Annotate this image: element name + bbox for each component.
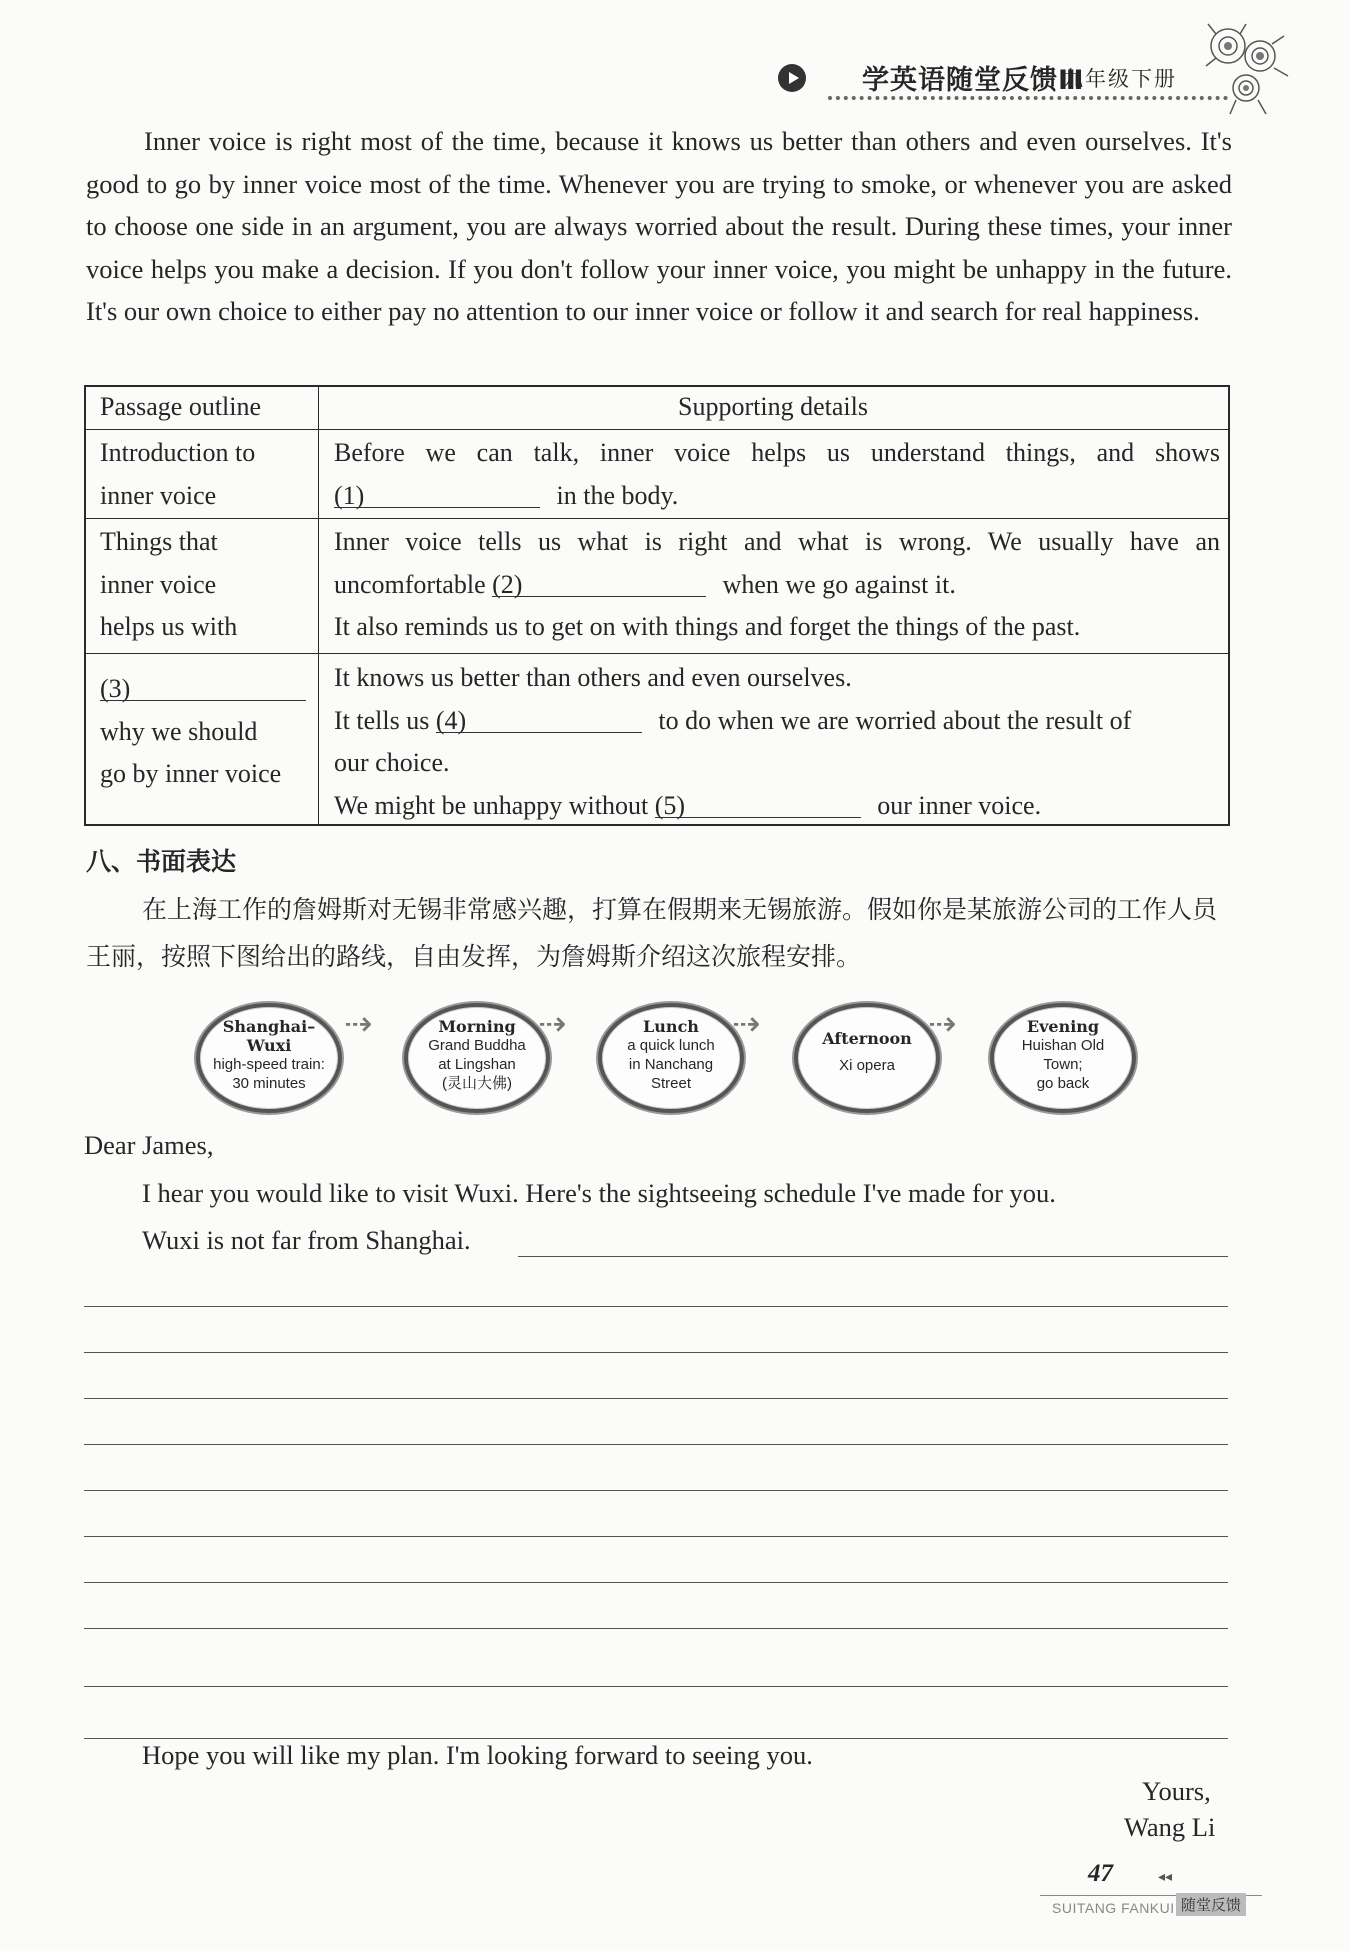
row2-outline: Things that inner voice helps us with <box>100 527 238 641</box>
answer-blank-5[interactable]: (5) <box>655 785 861 818</box>
answer-blank-2[interactable]: (2) <box>492 564 706 597</box>
answer-blank-4[interactable]: (4) <box>436 700 642 733</box>
table-row-divider <box>86 653 1228 654</box>
route-stop-lunch: Lunch a quick lunch in Nanchang Street <box>598 1003 744 1113</box>
answer-blank-3[interactable]: (3) <box>100 668 306 701</box>
letter-line: I hear you would like to visit Wuxi. Here's the sightseeing schedule I've made for you. <box>142 1178 1056 1208</box>
route-stop-morning: Morning Grand Buddha at Lingshan (灵山大佛) <box>404 1003 550 1113</box>
route-stop-evening: Evening Huishan Old Town; go back <box>990 1003 1136 1113</box>
row1-outline: Introduction to inner voice <box>100 438 256 510</box>
route-arrow-icon: ⇢ <box>538 1004 567 1044</box>
table-header-outline: Passage outline <box>100 392 262 421</box>
route-arrow-icon: ⇢ <box>344 1004 373 1044</box>
page-marks-icon: ◂◂ <box>1158 1869 1173 1885</box>
writing-line[interactable] <box>84 1536 1228 1537</box>
header-divider <box>828 96 1228 100</box>
outline-table <box>84 385 1230 826</box>
row3-outline: (3) why we should go by inner voice <box>100 668 306 796</box>
grade-label: 九年级下册 <box>1062 67 1177 91</box>
writing-prompt: 在上海工作的詹姆斯对无锡非常感兴趣，打算在假期来无锡旅游。假如你是某旅游公司的工作人员王丽，按照下图给出的路线，自由发挥，为詹姆斯介绍这次旅程安排。 <box>86 895 1218 971</box>
letter-line: Wuxi is not far from Shanghai. <box>142 1225 471 1255</box>
letter-valediction: Yours, <box>1142 1776 1211 1806</box>
row2-details: Inner voice tells us what is right and what is wrong. We usually have an uncomfortable (2) when we go against it. It also reminds us to get on with things and forget the things of the past. <box>334 527 1220 641</box>
writing-line[interactable] <box>518 1256 1228 1257</box>
writing-line[interactable] <box>84 1686 1228 1687</box>
letter-signature: Wang Li <box>1124 1812 1216 1842</box>
reading-passage: Inner voice is right most of the time, because it knows us better than others and even ourselves. It's good to go by inner voice most of the time. Whenever you are trying to smoke, or whenever you are asked to choose one side in an argument, you are always worried about the result. During these times, your inner voice helps you make a decision. If you don't follow your inner voice, you might be unhappy in the future. It's our own choice to either pay no attention to our inner voice or follow it and search for real happiness. <box>86 126 1232 326</box>
route-arrow-icon: ⇢ <box>732 1004 761 1044</box>
writing-line[interactable] <box>84 1306 1228 1307</box>
table-row-divider <box>86 429 1228 430</box>
letter-greeting: Dear James, <box>84 1130 214 1160</box>
letter-closing: Hope you will like my plan. I'm looking forward to seeing you. <box>142 1740 813 1770</box>
table-header-details: Supporting details <box>678 392 868 421</box>
writing-line[interactable] <box>84 1628 1228 1629</box>
writing-line[interactable] <box>84 1490 1228 1491</box>
footer-brand-en: SUITANG FANKUI <box>1052 1900 1175 1916</box>
writing-line[interactable] <box>84 1444 1228 1445</box>
answer-blank-1[interactable]: (1) <box>334 475 540 508</box>
route-stop-afternoon: Afternoon Xi opera <box>794 1003 940 1113</box>
book-title: 学英语随堂反馈Ⅲ <box>862 65 1085 96</box>
table-row-divider <box>86 518 1228 519</box>
writing-line[interactable] <box>84 1352 1228 1353</box>
footer-brand-cn: 随堂反馈 <box>1176 1893 1246 1916</box>
play-icon <box>778 64 806 92</box>
row1-details: Before we can talk, inner voice helps us understand things, and shows (1) in the body. <box>334 438 1220 510</box>
writing-line[interactable] <box>84 1398 1228 1399</box>
route-stop-train: Shanghai– Wuxi high-speed train: 30 minutes <box>196 1003 342 1113</box>
page-number: 47 <box>1088 1860 1113 1887</box>
table-column-divider <box>318 387 319 824</box>
route-arrow-icon: ⇢ <box>928 1004 957 1044</box>
section-heading: 八、书面表达 <box>86 847 237 876</box>
writing-line[interactable] <box>84 1738 1228 1739</box>
writing-line[interactable] <box>84 1582 1228 1583</box>
flower-decoration-icon <box>1196 14 1306 124</box>
row3-details: It knows us better than others and even ourselves. It tells us (4) to do when we are worried about the result of our choice. We might be unhappy without (5) our inner voice. <box>334 663 1132 820</box>
